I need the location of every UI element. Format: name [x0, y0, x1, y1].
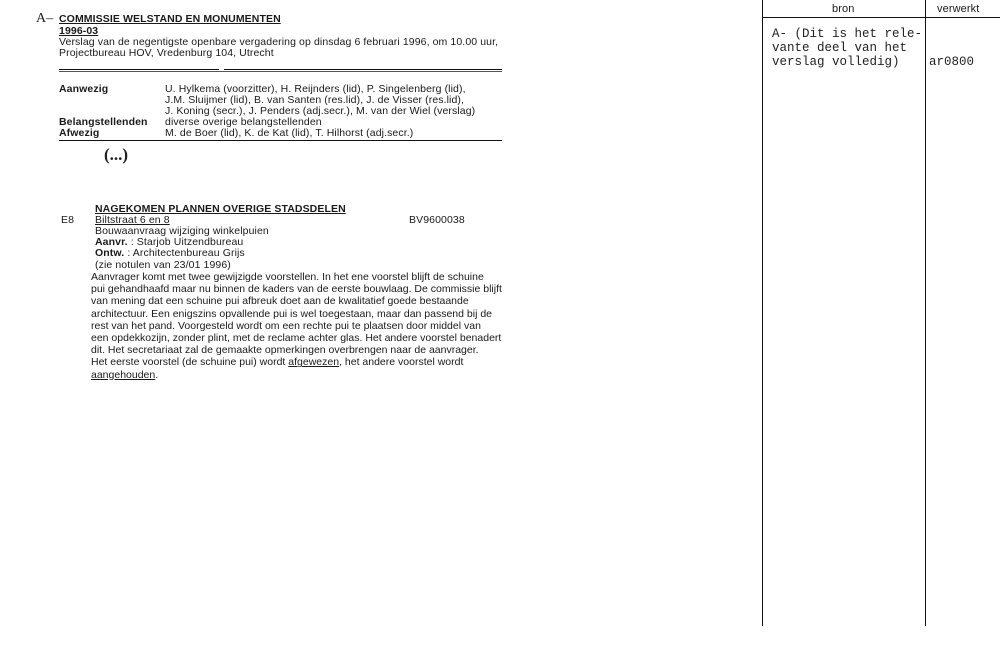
header-rule-right [224, 69, 502, 70]
decision-line-2 [91, 369, 511, 381]
decision-end: . [155, 368, 159, 381]
designer-label: Ontw. [95, 247, 125, 259]
meeting-description-line-2: Projectbureau HOV, Vredenburg 104, Utrecht [59, 47, 274, 59]
interested-label: Belangstellenden [59, 116, 148, 128]
decision-held: aangehouden [91, 368, 156, 381]
item-code: E8 [61, 214, 75, 226]
header-marker: A– [36, 11, 54, 26]
body-line: architectuur. Een enigszins opvallende pui is wel toegestaan, maar dan passend bij de [91, 307, 493, 320]
item-reference: BV9600038 [409, 214, 465, 226]
processed-code: ar0800 [929, 55, 975, 69]
margin-header-rule [762, 17, 1000, 18]
margin-note-line-2: vante deel van het [772, 41, 908, 55]
document-title: COMMISSIE WELSTAND EN MONUMENTEN [59, 13, 281, 25]
item-note: (zie notulen van 23/01 1996) [95, 259, 231, 271]
present-line-2: J.M. Sluijmer (lid), B. van Santen (res.lid), J. de Visser (res.lid), [165, 94, 465, 106]
applicant-value: : Starjob Uitzendbureau [130, 236, 244, 248]
header-rule-thin [59, 71, 502, 72]
omission-ellipsis: (...) [104, 145, 129, 164]
absent-value: M. de Boer (lid), K. de Kat (lid), T. Hilhorst (adj.secr.) [165, 127, 414, 139]
attendance-rule [59, 140, 502, 141]
decision-middle: , het andere voorstel wordt [339, 356, 464, 369]
item-request: Bouwaanvraag wijziging winkelpuien [95, 225, 269, 237]
decision-rejected: afgewezen [288, 356, 340, 369]
interested-value: diverse overige belangstellenden [165, 116, 322, 128]
body-line: pui gehandhaafd maar nu binnen de kaders van de eerste bouwlaag. De commissie blijft [91, 283, 502, 296]
decision-line [91, 356, 511, 368]
applicant-label: Aanvr. [95, 236, 128, 248]
margin-note-line-3: verslag volledig) [772, 55, 900, 69]
present-line-1: U. Hylkema (voorzitter), H. Reijnders (lid), P. Singelenberg (lid), [165, 83, 466, 95]
section-heading: NAGEKOMEN PLANNEN OVERIGE STADSDELEN [95, 203, 346, 215]
margin-note-line-1: A- (Dit is het rele- [772, 27, 923, 41]
designer-value: : Architectenbureau Grijs [127, 247, 245, 259]
present-line-3: J. Koning (secr.), J. Penders (adj.secr.), M. van der Wiel (verslag) [165, 105, 476, 117]
body-line: rest van het pand. Voorgesteld wordt om een rechte pui te plaatsen door middel van [91, 319, 481, 332]
column-header-processed: verwerkt [937, 3, 980, 15]
body-line: van mening dat een schuine pui afbreuk doet aan de kwalitatief goede bestaande [91, 295, 469, 308]
column-header-source: bron [832, 3, 855, 15]
present-label: Aanwezig [59, 83, 109, 95]
meeting-description-line-1: Verslag van de negentigste openbare vergadering op dinsdag 6 februari 1996, om 10.00 uur, [59, 36, 499, 48]
item-address: Biltstraat 6 en 8 [95, 214, 170, 226]
margin-column-left-border [762, 0, 763, 626]
body-line: dit. Het secretariaat zal de gemaakte opmerkingen overbrengen naar de aanvrager. [91, 344, 479, 357]
absent-label: Afwezig [59, 127, 100, 139]
margin-column-divider [925, 0, 926, 626]
body-line: Aanvrager komt met twee gewijzigde voorstellen. In het ene voorstel blijft de schuine [91, 271, 484, 283]
decision-prefix: Het eerste voorstel (de schuine pui) wordt [91, 356, 289, 369]
header-rule-left [59, 69, 219, 70]
meeting-number: 1996-03 [59, 25, 99, 37]
body-line: een opdekkozijn, zonder plint, met de reclame achter glas. Het andere voorstel benadert [91, 332, 502, 345]
item-body [91, 271, 511, 381]
